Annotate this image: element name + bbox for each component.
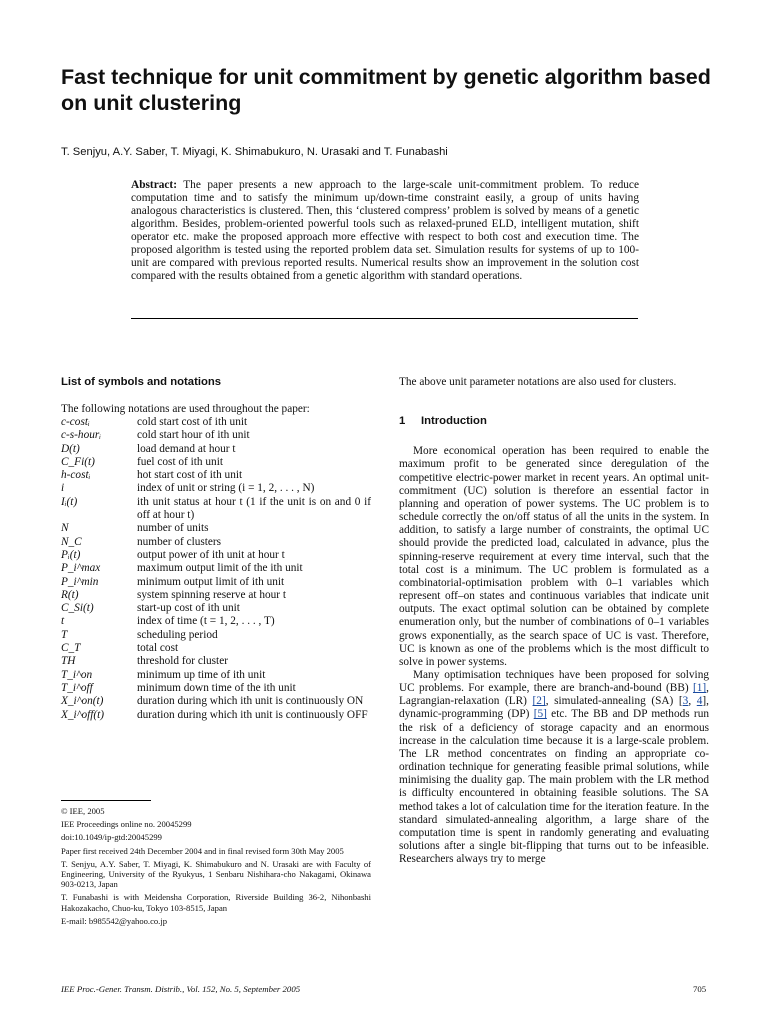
symbol-description: load demand at hour t bbox=[137, 442, 236, 455]
symbol-row bbox=[61, 456, 371, 469]
symbol: T_i^off bbox=[61, 681, 93, 694]
symbol-row bbox=[61, 682, 371, 695]
symbol-description: index of time (t = 1, 2, . . . , T) bbox=[137, 615, 275, 628]
symbol: P_i^min bbox=[61, 575, 99, 588]
footnote-line: doi:10.1049/ip-gtd:20045299 bbox=[61, 832, 162, 843]
symbols-intro: The following notations are used throughout the paper: bbox=[61, 403, 310, 415]
footnote-line: E-mail: b985542@yahoo.co.jp bbox=[61, 915, 168, 926]
symbol-row bbox=[61, 549, 371, 562]
symbol-description: number of clusters bbox=[137, 535, 222, 548]
clusters-note: The above unit parameter notations are also used for clusters. bbox=[399, 376, 677, 388]
page-number: 705 bbox=[693, 984, 707, 994]
symbol: C_Fi(t) bbox=[61, 455, 95, 468]
symbol: T_i^on bbox=[61, 668, 93, 681]
symbol-description: system spinning reserve at hour t bbox=[137, 588, 287, 601]
footnote-line: © IEE, 2005 bbox=[61, 806, 105, 816]
symbol-row bbox=[61, 562, 371, 575]
symbol: Pᵢ(t) bbox=[61, 548, 81, 561]
footnote-line: IEE Proceedings online no. 20045299 bbox=[61, 819, 192, 830]
intro-paragraph-2: Many optimisation techniques have been proposed for solving UC problems. For example, there are branch-and-bound (BB) [1], Lagrangian-relaxation (LR) [2], simulated-annealing (SA) [3, 4], dynamic-programming (DP) [5] etc. The BB and DP methods run the risk of a deficiency of storage capacity and an enormous increase in the calculation time because it is a large-scale problem. The LR method concentrates on finding an appropriate co-ordination technique for generating feasible primal solutions, while minimising the duality gap. The main problem with the LR method is difficulty encountered in obtaining feasible solutions. The SA method takes a lot of calculation time for the iteration feature. In the standard simulated-annealing algorithm, a large share of the computation time is spent in randomly generating and evaluating solutions after a single bit-flipping that turns out to be infeasible. Researchers always try to merge bbox=[399, 668, 709, 866]
symbol: t bbox=[61, 615, 65, 628]
symbol: R(t) bbox=[61, 588, 79, 601]
symbol: X_i^off(t) bbox=[61, 708, 105, 721]
paper-title: Fast technique for unit commitment by genetic algorithm based on unit clustering bbox=[61, 65, 711, 115]
symbol-description: maximum output limit of the ith unit bbox=[137, 562, 303, 575]
symbol-row bbox=[61, 536, 371, 549]
symbol-description: scheduling period bbox=[137, 628, 218, 641]
symbols-heading: List of symbols and notations bbox=[61, 376, 222, 388]
symbol-description: index of unit or string (i = 1, 2, . . . , N) bbox=[137, 482, 315, 495]
footnote-line: T. Funabashi is with Meidensha Corporation, Riverside Building 36-2, Nihonbashi Hakozakacho, Chuo-ku, Tokyo 103-8515, Japan bbox=[61, 892, 371, 913]
symbol-description: output power of ith unit at hour t bbox=[137, 548, 285, 561]
citation-link-1[interactable]: [1] bbox=[692, 682, 707, 695]
symbol: i bbox=[61, 482, 65, 495]
symbol-description: cold start hour of ith unit bbox=[137, 429, 250, 442]
abstract-divider bbox=[131, 318, 638, 319]
symbol-row bbox=[61, 416, 371, 429]
symbol-row bbox=[61, 589, 371, 602]
journal-footer: IEE Proc.-Gener. Transm. Distrib., Vol. 152, No. 5, September 2005 bbox=[61, 984, 301, 994]
citation-link-5[interactable]: [5] bbox=[533, 708, 547, 721]
symbol-row bbox=[61, 429, 371, 442]
symbol-description: duration during which ith unit is continuously ON bbox=[137, 695, 364, 708]
symbol: Iᵢ(t) bbox=[61, 495, 78, 508]
footnote-line: T. Senjyu, A.Y. Saber, T. Miyagi, K. Shimabukuro and N. Urasaki are with Faculty of Engineering, University of the Ryukyus, 1 Senbaru Nishihara-cho Nakagami, Okinawa 903-0213, Japan bbox=[61, 858, 371, 890]
symbol-description: total cost bbox=[137, 642, 179, 655]
symbol-description: fuel cost of ith unit bbox=[137, 455, 223, 468]
section-heading-introduction: 1 Introduction bbox=[399, 415, 487, 428]
symbols-table bbox=[61, 416, 371, 722]
symbol: X_i^on(t) bbox=[61, 695, 104, 708]
symbol: N_C bbox=[61, 535, 82, 548]
symbol-row bbox=[61, 522, 371, 535]
symbol: h-costᵢ bbox=[61, 469, 91, 482]
symbol-row bbox=[61, 669, 371, 682]
author-list: T. Senjyu, A.Y. Saber, T. Miyagi, K. Shimabukuro, N. Urasaki and T. Funabashi bbox=[61, 146, 448, 158]
symbol-description: duration during which ith unit is continuously OFF bbox=[137, 708, 368, 721]
symbol: c-s-hourᵢ bbox=[61, 429, 102, 442]
symbol-description: ith unit status at hour t (1 if the unit is on and 0 if off at hour t) bbox=[137, 495, 371, 522]
symbol-row bbox=[61, 576, 371, 589]
right-column bbox=[399, 376, 709, 866]
symbol: C_Si(t) bbox=[61, 602, 94, 615]
footnote-divider bbox=[61, 800, 151, 801]
symbol-description: number of units bbox=[137, 522, 209, 535]
abstract bbox=[131, 179, 639, 283]
symbol-row bbox=[61, 482, 371, 495]
symbol-description: hot start cost of ith unit bbox=[137, 469, 243, 482]
symbol-row bbox=[61, 695, 371, 708]
symbol-description: minimum down time of the ith unit bbox=[137, 681, 296, 694]
abstract-label: Abstract: bbox=[131, 179, 177, 191]
footnotes bbox=[61, 806, 371, 929]
citation-link-3[interactable]: 3 bbox=[682, 695, 689, 708]
symbol-description: minimum up time of ith unit bbox=[137, 668, 266, 681]
symbol-row bbox=[61, 469, 371, 482]
symbol: T bbox=[61, 628, 68, 641]
symbol-row bbox=[61, 443, 371, 456]
symbol-row bbox=[61, 615, 371, 628]
symbol-row bbox=[61, 642, 371, 655]
symbol-row bbox=[61, 496, 371, 523]
symbol-row bbox=[61, 602, 371, 615]
citation-link-4[interactable]: 4 bbox=[696, 695, 703, 708]
footnote-line: Paper first received 24th December 2004 and in final revised form 30th May 2005 bbox=[61, 845, 344, 856]
abstract-text: The paper presents a new approach to the large-scale unit-commitment problem. To reduce computation time and to satisfy the minimum up/down-time constraint easily, a group of units having analogous characteristics is clustered. Then, this ‘clustered compress’ problem is solved by means of a genetic algorithm. Besides, problem-oriented powerful tools such as relaxed-pruned ELD, intelligent mutation, shift operator etc. make the proposed approach more effective with respect to both cost and execution time. The proposed algorithm is tested using the reported problem data set. Simulation results for systems of up to 100-unit are compared with previous reported results. Numerical results show an improvement in the solution cost compared with the results obtained from a genetic algorithm with standard operations. bbox=[131, 179, 639, 283]
symbol-row bbox=[61, 655, 371, 668]
symbol-description: cold start cost of ith unit bbox=[137, 416, 248, 428]
symbol: N bbox=[61, 522, 69, 535]
symbol-row bbox=[61, 629, 371, 642]
symbol-description: minimum output limit of ith unit bbox=[137, 575, 285, 588]
symbol: TH bbox=[61, 655, 76, 668]
symbol: C_T bbox=[61, 642, 81, 655]
symbol: D(t) bbox=[61, 442, 80, 455]
symbol: P_i^max bbox=[61, 562, 101, 575]
symbol-description: threshold for cluster bbox=[137, 655, 228, 668]
intro-paragraph-1: More economical operation has been required to enable the maximum profit to be generated since deregulation of the competitive electric-power market in recent years. An optimal unit-commitment (UC) solution is therefore an essential factor in planning and operation of power systems. The UC problem is to schedule correctly the on/off status of all the units in the system. In addition, to satisfy a large number of constraints, the optimal UC should provide the predicted load, calculated in advance, plus the spinning-reserve requirement at every time interval, such that the total cost is a minimum. The UC problem is formulated as a combinatorial-optimisation problem with 0–1 variables which represent off–on states and continuous variables that indicate unit outputs. The exact optimal solution can be obtained by complete enumeration only, but the number of combinations of 0–1 variables grows exponentially, as the search space of UC is vast. Therefore, UC is known as one of the problems which is the most difficult to solve in power systems. bbox=[399, 445, 709, 668]
symbol-description: start-up cost of ith unit bbox=[137, 602, 240, 615]
symbol: c-costᵢ bbox=[61, 416, 90, 428]
symbol-row bbox=[61, 709, 371, 722]
citation-link-2[interactable]: [2] bbox=[532, 695, 546, 708]
